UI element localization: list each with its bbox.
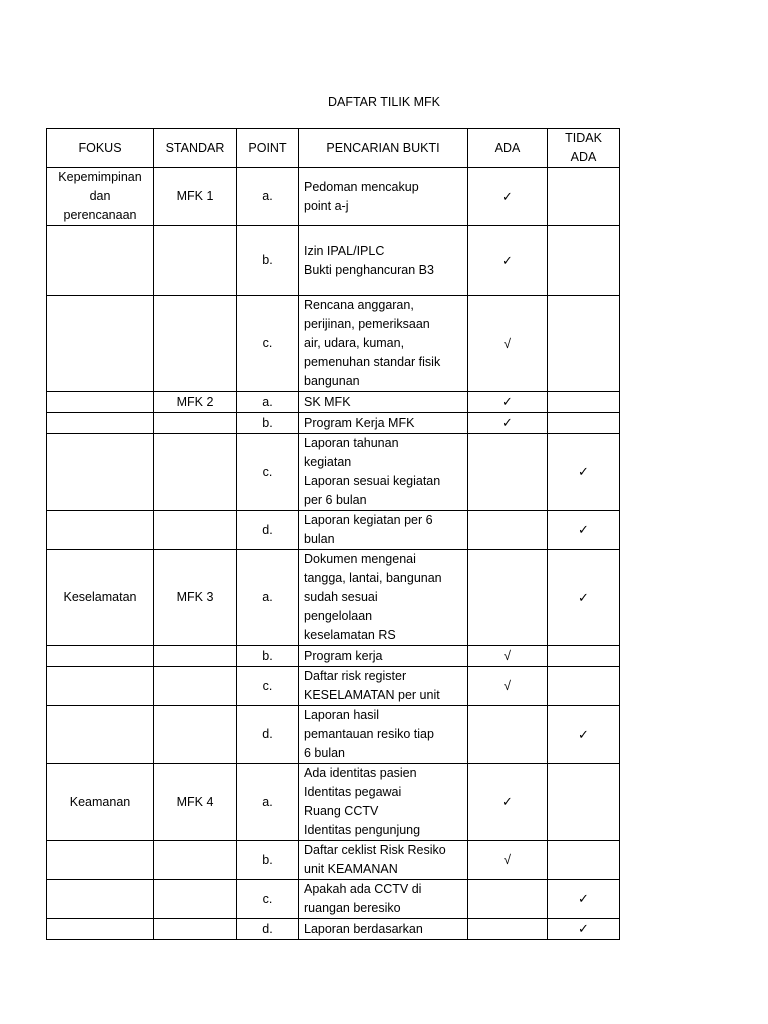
bukti-line: Laporan tahunan <box>304 436 399 450</box>
standar-cell <box>154 919 237 940</box>
point-cell: c. <box>237 880 299 919</box>
ada-cell <box>468 392 548 413</box>
tidak-ada-cell <box>548 434 620 511</box>
fokus-cell <box>47 646 154 667</box>
point-cell: c. <box>237 296 299 392</box>
bukti-line: unit KEAMANAN <box>304 862 398 876</box>
bukti-line: Laporan sesuai kegiatan <box>304 474 441 488</box>
fokus-cell <box>47 413 154 434</box>
check-mark-icon: ✓ <box>502 394 513 409</box>
tidak-ada-cell <box>548 841 620 880</box>
page-title: DAFTAR TILIK MFK <box>327 95 441 109</box>
bukti-line: point a-j <box>304 198 349 213</box>
bukti-line: pemenuhan standar fisik <box>304 355 441 369</box>
bukti-line: Rencana anggaran, <box>304 298 414 312</box>
table-row <box>47 434 620 511</box>
ada-cell <box>468 919 548 940</box>
check-mark-icon: ✓ <box>578 589 589 605</box>
bukti-line: Identitas pengunjung <box>304 823 421 837</box>
bukti-line: Apakah ada CCTV di <box>304 882 422 896</box>
fokus-cell <box>47 764 154 841</box>
check-mark-icon: √ <box>503 335 512 351</box>
table-row <box>47 413 620 434</box>
fokus-line: Keselamatan <box>63 590 137 604</box>
bukti-line: Identitas pegawai <box>304 785 402 799</box>
point-cell: a. <box>237 392 299 413</box>
ada-cell <box>468 226 548 296</box>
point-cell: d. <box>237 511 299 550</box>
bukti-line: pengelolaan <box>304 609 373 623</box>
table-row <box>47 764 620 841</box>
standar-cell <box>154 226 237 296</box>
pencarian-bukti-cell <box>299 841 468 880</box>
bukti-line: ruangan beresiko <box>304 901 401 915</box>
bukti-line: Ada identitas pasien <box>304 766 417 780</box>
ada-cell <box>468 168 548 226</box>
standar-cell <box>154 841 237 880</box>
bukti-line: SK MFK <box>304 394 351 409</box>
point-cell: d. <box>237 706 299 764</box>
pencarian-bukti-cell <box>299 646 468 667</box>
header-pencarian-bukti: PENCARIAN BUKTI <box>299 129 468 168</box>
standar-cell <box>154 646 237 667</box>
bukti-line: Bukti penghancuran B3 <box>304 262 434 277</box>
point-cell: a. <box>237 764 299 841</box>
tidak-ada-cell <box>548 226 620 296</box>
fokus-line: dan <box>89 189 111 203</box>
bukti-line: Program kerja <box>304 648 383 663</box>
ada-cell <box>468 646 548 667</box>
check-mark-icon: ✓ <box>502 252 513 268</box>
point-cell: b. <box>237 841 299 880</box>
fokus-line: Keamanan <box>69 794 131 809</box>
pencarian-bukti-cell <box>299 296 468 392</box>
bukti-line: bangunan <box>304 374 360 388</box>
pencarian-bukti-cell <box>299 667 468 706</box>
tidak-ada-cell <box>548 880 620 919</box>
standar-cell <box>154 296 237 392</box>
tidak-ada-cell <box>548 550 620 646</box>
fokus-cell <box>47 550 154 646</box>
point-cell: c. <box>237 434 299 511</box>
bukti-line: Laporan kegiatan per 6 <box>304 513 433 527</box>
fokus-cell <box>47 919 154 940</box>
bukti-line: Izin IPAL/IPLC <box>304 243 385 258</box>
check-mark-icon: √ <box>503 648 512 663</box>
bukti-line: Laporan hasil <box>304 708 380 722</box>
ada-cell <box>468 764 548 841</box>
fokus-line: perencanaan <box>63 208 137 222</box>
table-row <box>47 511 620 550</box>
fokus-cell <box>47 511 154 550</box>
tidak-ada-cell <box>548 168 620 226</box>
table-row <box>47 880 620 919</box>
pencarian-bukti-cell <box>299 434 468 511</box>
check-mark-icon: ✓ <box>578 891 589 906</box>
fokus-cell <box>47 296 154 392</box>
fokus-line: Kepemimpinan <box>58 170 142 184</box>
check-mark-icon: ✓ <box>578 522 589 537</box>
point-cell: b. <box>237 646 299 667</box>
pencarian-bukti-cell <box>299 413 468 434</box>
tidak-ada-cell <box>548 296 620 392</box>
pencarian-bukti-cell <box>299 226 468 296</box>
bukti-line: kegiatan <box>304 455 352 469</box>
checklist-table <box>46 128 620 940</box>
check-mark-icon: ✓ <box>502 415 513 430</box>
pencarian-bukti-cell <box>299 511 468 550</box>
tidak-ada-cell <box>548 764 620 841</box>
header-tidak-ada <box>548 129 620 168</box>
point-cell: d. <box>237 919 299 940</box>
standar-cell <box>154 511 237 550</box>
fokus-cell <box>47 434 154 511</box>
pencarian-bukti-cell <box>299 550 468 646</box>
table-row <box>47 706 620 764</box>
point-cell: a. <box>237 168 299 226</box>
table-row <box>47 646 620 667</box>
bukti-line: Laporan berdasarkan <box>304 921 423 936</box>
standar-cell <box>154 880 237 919</box>
fokus-cell <box>47 168 154 226</box>
bukti-line: Pedoman mencakup <box>304 179 419 194</box>
ada-cell <box>468 550 548 646</box>
bukti-line: Daftar risk register <box>304 669 407 683</box>
tidak-ada-cell <box>548 646 620 667</box>
bukti-line: Dokumen mengenai <box>304 552 416 566</box>
bukti-line: Daftar ceklist Risk Resiko <box>304 843 446 857</box>
tidak-ada-cell <box>548 919 620 940</box>
ada-cell <box>468 296 548 392</box>
standar-cell: MFK 1 <box>154 168 237 226</box>
bukti-line: pemantauan resiko tiap <box>304 727 434 741</box>
table-row <box>47 841 620 880</box>
standar-cell: MFK 2 <box>154 392 237 413</box>
tidak-ada-cell <box>548 413 620 434</box>
bukti-line: keselamatan RS <box>304 628 396 642</box>
pencarian-bukti-cell <box>299 764 468 841</box>
fokus-cell <box>47 706 154 764</box>
bukti-line: Ruang CCTV <box>304 804 379 818</box>
table-row <box>47 226 620 296</box>
pencarian-bukti-cell <box>299 392 468 413</box>
table-row <box>47 168 620 226</box>
ada-cell <box>468 511 548 550</box>
tidak-ada-cell <box>548 511 620 550</box>
pencarian-bukti-cell <box>299 880 468 919</box>
ada-cell <box>468 413 548 434</box>
bukti-line: tangga, lantai, bangunan <box>304 571 442 585</box>
check-mark-icon: ✓ <box>502 188 513 204</box>
ada-cell <box>468 434 548 511</box>
bukti-line: air, udara, kuman, <box>304 336 405 350</box>
check-mark-icon: ✓ <box>578 464 589 479</box>
table-row <box>47 550 620 646</box>
pencarian-bukti-cell <box>299 919 468 940</box>
check-mark-icon: √ <box>503 678 512 693</box>
pencarian-bukti-cell <box>299 168 468 226</box>
fokus-cell <box>47 226 154 296</box>
bukti-line: sudah sesuai <box>304 590 378 604</box>
bukti-line: 6 bulan <box>304 746 346 760</box>
tidak-ada-cell <box>548 392 620 413</box>
table-header-row <box>47 129 620 168</box>
ada-cell <box>468 880 548 919</box>
standar-cell <box>154 434 237 511</box>
bukti-line: perijinan, pemeriksaan <box>304 317 430 331</box>
table-row <box>47 392 620 413</box>
point-cell: a. <box>237 550 299 646</box>
header-tidak-ada-line: TIDAK <box>565 131 602 145</box>
check-mark-icon: ✓ <box>578 921 589 936</box>
fokus-cell <box>47 880 154 919</box>
check-mark-icon: √ <box>503 852 512 867</box>
table-row <box>47 919 620 940</box>
point-cell: b. <box>237 413 299 434</box>
standar-cell <box>154 413 237 434</box>
header-point: POINT <box>237 129 299 168</box>
ada-cell <box>468 841 548 880</box>
fokus-cell <box>47 392 154 413</box>
standar-cell: MFK 4 <box>154 764 237 841</box>
check-mark-icon: ✓ <box>502 794 513 809</box>
standar-cell <box>154 667 237 706</box>
table-row <box>47 667 620 706</box>
ada-cell <box>468 667 548 706</box>
header-fokus: FOKUS <box>47 129 154 168</box>
bukti-line: KESELAMATAN per unit <box>304 688 440 702</box>
standar-cell <box>154 706 237 764</box>
fokus-cell <box>47 667 154 706</box>
tidak-ada-cell <box>548 667 620 706</box>
header-ada: ADA <box>468 129 548 168</box>
tidak-ada-cell <box>548 706 620 764</box>
point-cell: c. <box>237 667 299 706</box>
bukti-line: bulan <box>304 532 335 546</box>
fokus-cell <box>47 841 154 880</box>
point-cell: b. <box>237 226 299 296</box>
ada-cell <box>468 706 548 764</box>
header-standar: STANDAR <box>154 129 237 168</box>
header-tidak-ada-line: ADA <box>570 150 597 164</box>
bukti-line: Program Kerja MFK <box>304 415 415 430</box>
check-mark-icon: ✓ <box>578 726 589 742</box>
pencarian-bukti-cell <box>299 706 468 764</box>
bukti-line: per 6 bulan <box>304 493 367 507</box>
table-row <box>47 296 620 392</box>
standar-cell: MFK 3 <box>154 550 237 646</box>
